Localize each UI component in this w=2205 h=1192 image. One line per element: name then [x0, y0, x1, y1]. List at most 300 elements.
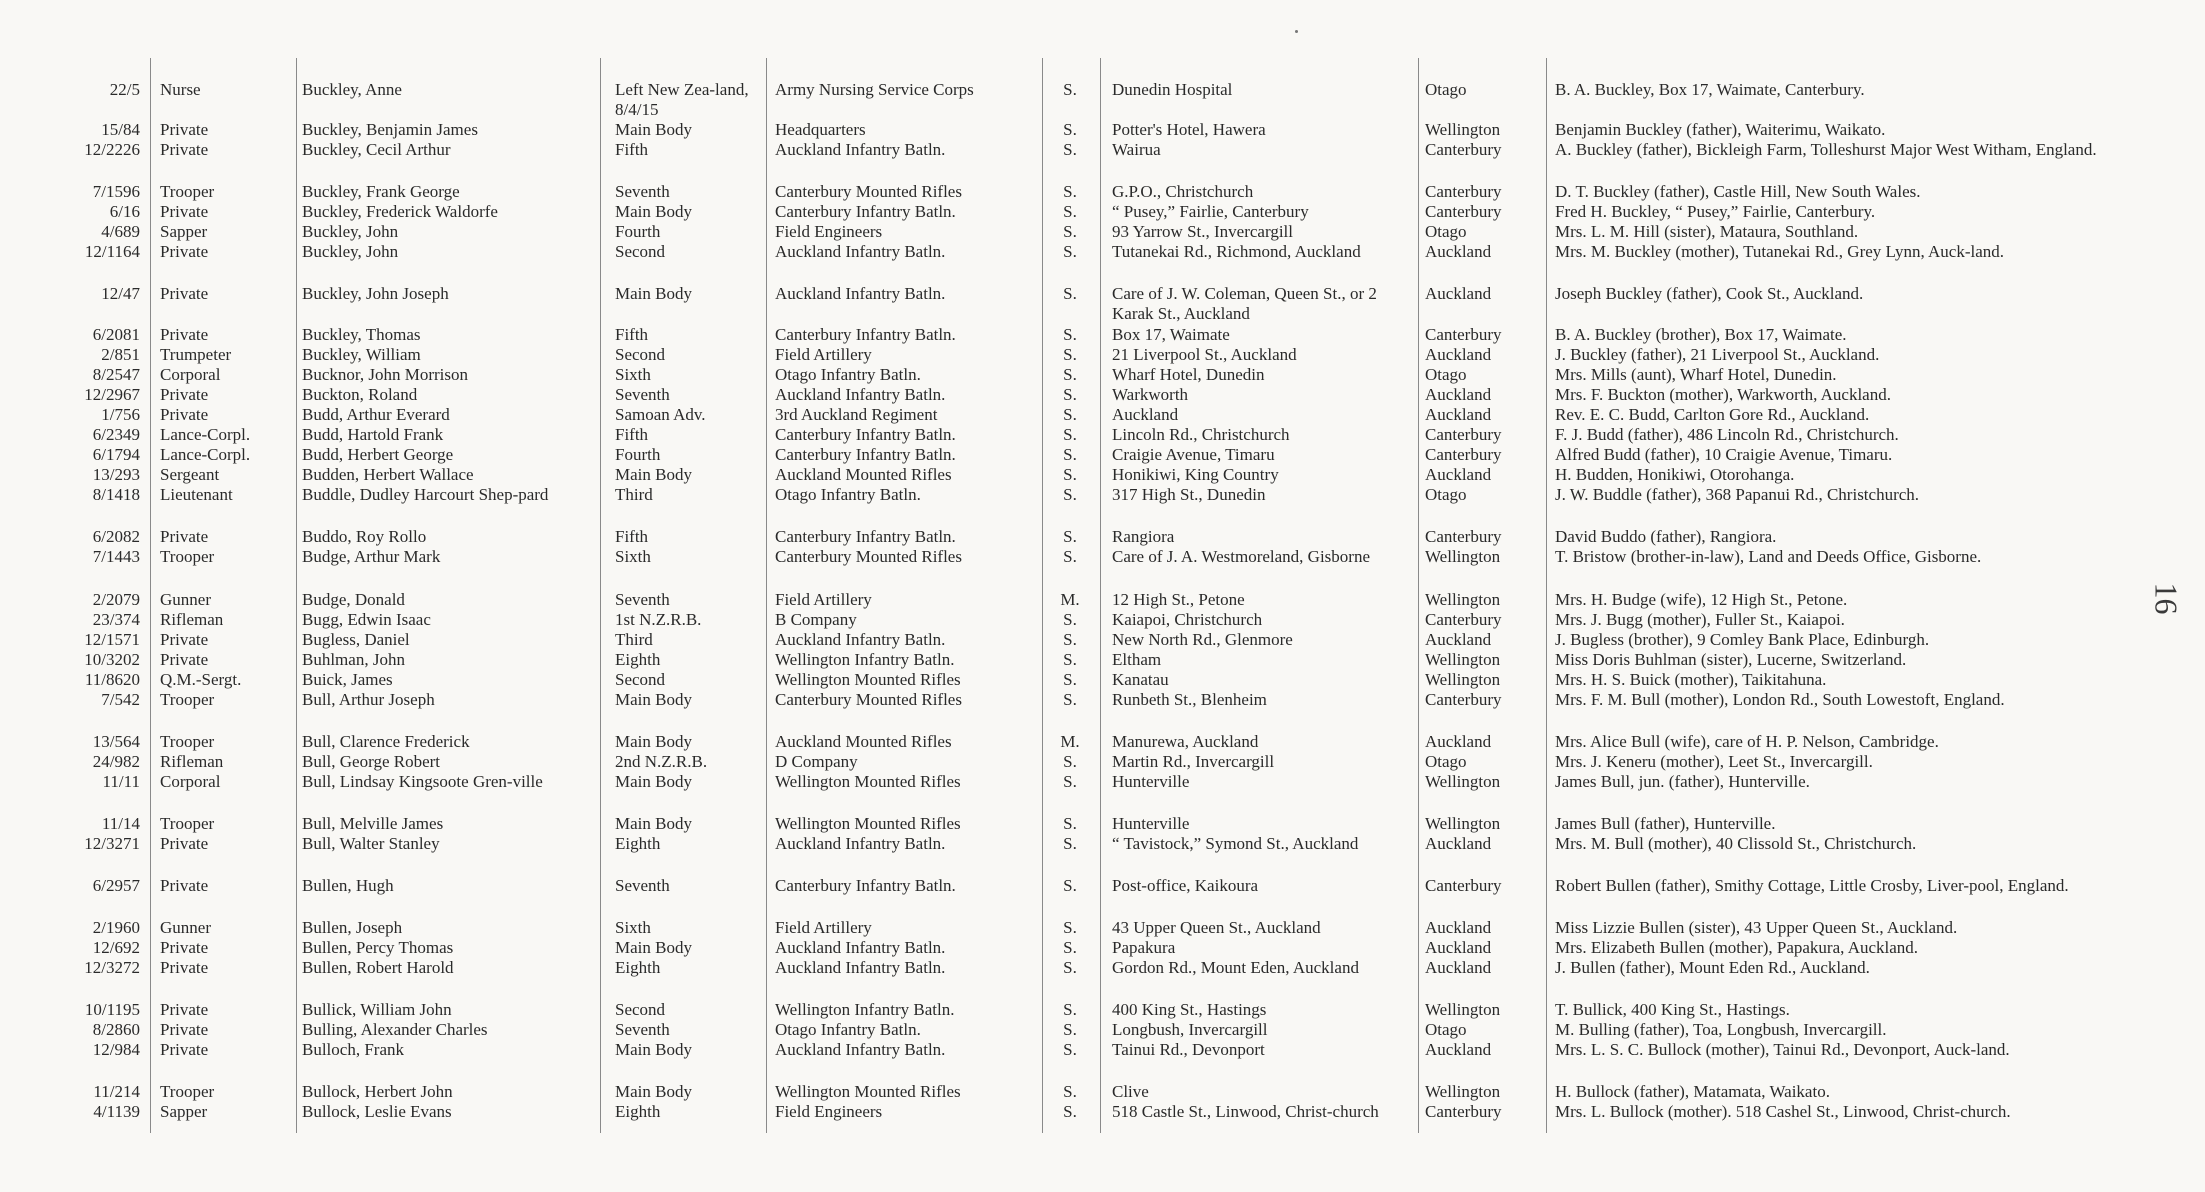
marital-status-cell: S.	[1063, 485, 1077, 504]
last-address-cell: Dunedin Hospital	[1112, 80, 1233, 99]
soldier-name-cell: Buckton, Roland	[302, 385, 418, 404]
soldier-name-cell: Buhlman, John	[302, 650, 405, 669]
service-number-cell: 12/47	[101, 284, 140, 303]
military-district-cell: Wellington	[1425, 1000, 1501, 1019]
military-district-cell: Otago	[1425, 80, 1467, 99]
marital-status-cell: S.	[1063, 814, 1077, 833]
draft-unit-cell: Sixth	[615, 365, 651, 384]
rank-cell: Trooper	[160, 732, 215, 751]
next-of-kin-cell: A. Buckley (father), Bickleigh Farm, Tolleshurst Major West Witham, England.	[1555, 140, 2097, 159]
last-address-cell: Kanatau	[1112, 670, 1169, 689]
draft-unit-cell: Sixth	[615, 918, 651, 937]
next-of-kin-cell: James Bull (father), Hunterville.	[1555, 814, 1776, 833]
corps-cell: Field Artillery	[775, 345, 872, 364]
military-district-cell: Auckland	[1425, 938, 1492, 957]
last-address-cell: 12 High St., Petone	[1112, 590, 1245, 609]
rank-cell: Trooper	[160, 690, 215, 709]
last-address-cell: “ Tavistock,” Symond St., Auckland	[1112, 834, 1359, 853]
rank-cell: Private	[160, 385, 209, 404]
next-of-kin-cell: David Buddo (father), Rangiora.	[1555, 527, 1777, 546]
military-district-cell: Canterbury	[1425, 690, 1502, 709]
column-divider	[150, 58, 151, 1133]
soldier-name-cell: Bugless, Daniel	[302, 630, 410, 649]
draft-unit-cell: Seventh	[615, 590, 670, 609]
military-district-cell: Canterbury	[1425, 182, 1502, 201]
military-district-cell: Canterbury	[1425, 140, 1502, 159]
rank-cell: Private	[160, 325, 209, 344]
draft-unit-cell: Main Body	[615, 1040, 692, 1059]
rank-cell: Private	[160, 405, 209, 424]
military-district-cell: Canterbury	[1425, 527, 1502, 546]
service-number-cell: 6/1794	[92, 445, 140, 464]
rank-cell: Corporal	[160, 365, 221, 384]
last-address-cell: Honikiwi, King Country	[1112, 465, 1279, 484]
military-district-cell: Canterbury	[1425, 876, 1502, 895]
next-of-kin-cell: D. T. Buckley (father), Castle Hill, New South Wales.	[1555, 182, 1921, 201]
next-of-kin-cell: Alfred Budd (father), 10 Craigie Avenue, Timaru.	[1555, 445, 1893, 464]
last-address-cell: Tutanekai Rd., Richmond, Auckland	[1112, 242, 1361, 261]
corps-cell: Field Artillery	[775, 918, 872, 937]
marital-status-cell: S.	[1063, 527, 1077, 546]
rank-cell: Sergeant	[160, 465, 220, 484]
last-address-cell: Gordon Rd., Mount Eden, Auckland	[1112, 958, 1359, 977]
draft-unit-cell: Second	[615, 345, 666, 364]
next-of-kin-cell: T. Bristow (brother-in-law), Land and Deeds Office, Gisborne.	[1555, 547, 1982, 566]
corps-cell: Auckland Mounted Rifles	[775, 732, 952, 751]
military-district-cell: Wellington	[1425, 120, 1501, 139]
corps-cell: Field Engineers	[775, 222, 883, 241]
rank-cell: Trooper	[160, 182, 215, 201]
soldier-name-cell: Bullen, Robert Harold	[302, 958, 454, 977]
military-district-cell: Auckland	[1425, 1040, 1492, 1059]
column-divider	[1546, 58, 1547, 1133]
soldier-name-cell: Bulloch, Frank	[302, 1040, 404, 1059]
next-of-kin-cell: H. Bullock (father), Matamata, Waikato.	[1555, 1082, 1830, 1101]
next-of-kin-cell: James Bull, jun. (father), Hunterville.	[1555, 772, 1810, 791]
rank-cell: Lieutenant	[160, 485, 233, 504]
next-of-kin-cell: Mrs. H. Budge (wife), 12 High St., Petone.	[1555, 590, 1848, 609]
corps-cell: Canterbury Infantry Batln.	[775, 445, 956, 464]
military-district-cell: Canterbury	[1425, 425, 1502, 444]
soldier-name-cell: Buckley, John Joseph	[302, 284, 449, 303]
corps-cell: Field Artillery	[775, 590, 872, 609]
last-address-cell: 518 Castle St., Linwood, Christ-church	[1112, 1102, 1379, 1121]
soldier-name-cell: Budge, Arthur Mark	[302, 547, 441, 566]
draft-unit-cell: Eighth	[615, 1102, 661, 1121]
draft-unit-cell: Eighth	[615, 650, 661, 669]
soldier-name-cell: Buckley, Cecil Arthur	[302, 140, 451, 159]
next-of-kin-cell: Mrs. J. Bugg (mother), Fuller St., Kaiapoi.	[1555, 610, 1845, 629]
last-address-cell: G.P.O., Christchurch	[1112, 182, 1254, 201]
marital-status-cell: S.	[1063, 547, 1077, 566]
draft-unit-cell: Main Body	[615, 690, 692, 709]
military-district-cell: Auckland	[1425, 918, 1492, 937]
service-number-cell: 6/2349	[92, 425, 140, 444]
draft-unit-cell: Main Body	[615, 120, 692, 139]
draft-unit-cell: Main Body	[615, 1082, 692, 1101]
corps-cell: Auckland Mounted Rifles	[775, 465, 952, 484]
draft-unit-cell: Main Body	[615, 202, 692, 221]
last-address-cell: Eltham	[1112, 650, 1162, 669]
corps-cell: Canterbury Infantry Batln.	[775, 876, 956, 895]
corps-cell: Auckland Infantry Batln.	[775, 834, 946, 853]
military-district-cell: Wellington	[1425, 590, 1501, 609]
rank-cell: Trooper	[160, 547, 215, 566]
military-district-cell: Auckland	[1425, 405, 1492, 424]
last-address-cell: Warkworth	[1112, 385, 1189, 404]
service-number-cell: 22/5	[109, 80, 140, 99]
draft-unit-cell: Sixth	[615, 547, 651, 566]
rank-cell: Rifleman	[160, 610, 224, 629]
soldier-name-cell: Bugg, Edwin Isaac	[302, 610, 431, 629]
military-district-cell: Canterbury	[1425, 445, 1502, 464]
rank-cell: Nurse	[160, 80, 201, 99]
marital-status-cell: S.	[1063, 365, 1077, 384]
next-of-kin-cell: Mrs. J. Keneru (mother), Leet St., Invercargill.	[1555, 752, 1873, 771]
marital-status-cell: S.	[1063, 958, 1077, 977]
soldier-name-cell: Bullock, Leslie Evans	[302, 1102, 452, 1121]
soldier-name-cell: Budd, Arthur Everard	[302, 405, 450, 424]
draft-unit-cell: Second	[615, 670, 666, 689]
last-address-cell: Lincoln Rd., Christchurch	[1112, 425, 1290, 444]
column-divider	[1042, 58, 1043, 1133]
rank-cell: Private	[160, 938, 209, 957]
draft-unit-cell: Second	[615, 242, 666, 261]
service-number-cell: 8/1418	[92, 485, 140, 504]
service-number-cell: 7/542	[101, 690, 140, 709]
rank-cell: Private	[160, 284, 209, 303]
rank-cell: Private	[160, 120, 209, 139]
service-number-cell: 11/11	[102, 772, 140, 791]
marital-status-cell: S.	[1063, 345, 1077, 364]
marital-status-cell: S.	[1063, 630, 1077, 649]
rank-cell: Private	[160, 958, 209, 977]
last-address-cell: 317 High St., Dunedin	[1112, 485, 1266, 504]
column-divider	[296, 58, 297, 1133]
military-district-cell: Auckland	[1425, 732, 1492, 751]
corps-cell: Auckland Infantry Batln.	[775, 284, 946, 303]
service-number-cell: 24/982	[92, 752, 140, 771]
service-number-cell: 1/756	[101, 405, 140, 424]
military-district-cell: Wellington	[1425, 547, 1501, 566]
marital-status-cell: S.	[1063, 610, 1077, 629]
marital-status-cell: S.	[1063, 1102, 1077, 1121]
marital-status-cell: S.	[1063, 284, 1077, 303]
corps-cell: Wellington Infantry Batln.	[775, 650, 955, 669]
military-district-cell: Auckland	[1425, 630, 1492, 649]
ink-speck	[1295, 30, 1298, 33]
rank-cell: Private	[160, 1020, 209, 1039]
corps-cell: Auckland Infantry Batln.	[775, 140, 946, 159]
next-of-kin-cell: Rev. E. C. Budd, Carlton Gore Rd., Auckland.	[1555, 405, 1870, 424]
rank-cell: Q.M.-Sergt.	[160, 670, 242, 689]
corps-cell: Wellington Mounted Rifles	[775, 814, 961, 833]
rank-cell: Rifleman	[160, 752, 224, 771]
service-number-cell: 13/293	[92, 465, 140, 484]
draft-unit-cell: Fifth	[615, 325, 649, 344]
next-of-kin-cell: Mrs. F. Buckton (mother), Warkworth, Auckland.	[1555, 385, 1891, 404]
military-district-cell: Otago	[1425, 222, 1467, 241]
corps-cell: Wellington Infantry Batln.	[775, 1000, 955, 1019]
corps-cell: Wellington Mounted Rifles	[775, 1082, 961, 1101]
last-address-cell: Clive	[1112, 1082, 1149, 1101]
rank-cell: Private	[160, 140, 209, 159]
corps-cell: Wellington Mounted Rifles	[775, 670, 961, 689]
last-address-cell: Auckland	[1112, 405, 1179, 424]
service-number-cell: 11/8620	[84, 670, 140, 689]
marital-status-cell: S.	[1063, 690, 1077, 709]
next-of-kin-cell: Mrs. L. M. Hill (sister), Mataura, Southland.	[1555, 222, 1859, 241]
rank-cell: Private	[160, 876, 209, 895]
soldier-name-cell: Bull, Walter Stanley	[302, 834, 440, 853]
corps-cell: Auckland Infantry Batln.	[775, 385, 946, 404]
marital-status-cell: S.	[1063, 1082, 1077, 1101]
draft-unit-cell: Seventh	[615, 876, 670, 895]
next-of-kin-cell: Miss Lizzie Bullen (sister), 43 Upper Queen St., Auckland.	[1555, 918, 1958, 937]
next-of-kin-cell: T. Bullick, 400 King St., Hastings.	[1555, 1000, 1790, 1019]
service-number-cell: 11/214	[93, 1082, 140, 1101]
service-number-cell: 10/1195	[84, 1000, 140, 1019]
corps-cell: Canterbury Infantry Batln.	[775, 527, 956, 546]
next-of-kin-cell: Fred H. Buckley, “ Pusey,” Fairlie, Canterbury.	[1555, 202, 1876, 221]
service-number-cell: 4/689	[101, 222, 140, 241]
soldier-name-cell: Bull, Melville James	[302, 814, 444, 833]
soldier-name-cell: Buckley, Benjamin James	[302, 120, 478, 139]
column-divider	[600, 58, 601, 1133]
marital-status-cell: S.	[1063, 752, 1077, 771]
next-of-kin-cell: Robert Bullen (father), Smithy Cottage, Little Crosby, Liver-pool, England.	[1555, 876, 2069, 895]
military-district-cell: Canterbury	[1425, 202, 1502, 221]
marital-status-cell: S.	[1063, 325, 1077, 344]
corps-cell: Auckland Infantry Batln.	[775, 630, 946, 649]
last-address-cell: “ Pusey,” Fairlie, Canterbury	[1112, 202, 1309, 221]
service-number-cell: 13/564	[92, 732, 140, 751]
last-address-cell: Papakura	[1112, 938, 1176, 957]
last-address-cell: Martin Rd., Invercargill	[1112, 752, 1275, 771]
last-address-cell: Hunterville	[1112, 772, 1190, 791]
rank-cell: Private	[160, 650, 209, 669]
soldier-name-cell: Budge, Donald	[302, 590, 405, 609]
draft-unit-cell: Third	[615, 485, 653, 504]
service-number-cell: 12/2226	[84, 140, 140, 159]
soldier-name-cell: Bullen, Hugh	[302, 876, 394, 895]
corps-cell: Auckland Infantry Batln.	[775, 242, 946, 261]
next-of-kin-cell: B. A. Buckley (brother), Box 17, Waimate.	[1555, 325, 1847, 344]
next-of-kin-cell: Mrs. M. Bull (mother), 40 Clissold St., Christchurch.	[1555, 834, 1917, 853]
soldier-name-cell: Bullick, William John	[302, 1000, 452, 1019]
marital-status-cell: S.	[1063, 918, 1077, 937]
soldier-name-cell: Buddo, Roy Rollo	[302, 527, 427, 546]
service-number-cell: 6/2957	[92, 876, 140, 895]
marital-status-cell: S.	[1063, 834, 1077, 853]
next-of-kin-cell: Mrs. F. M. Bull (mother), London Rd., South Lowestoft, England.	[1555, 690, 2005, 709]
service-number-cell: 12/2967	[84, 385, 140, 404]
soldier-name-cell: Buddle, Dudley Harcourt Shep-pard	[302, 485, 549, 504]
corps-cell: B Company	[775, 610, 857, 629]
service-number-cell: 4/1139	[93, 1102, 140, 1121]
service-number-cell: 12/692	[92, 938, 140, 957]
draft-unit-cell: Fourth	[615, 445, 661, 464]
service-number-cell: 2/851	[101, 345, 140, 364]
soldier-name-cell: Bullen, Percy Thomas	[302, 938, 454, 957]
corps-cell: Otago Infantry Batln.	[775, 365, 921, 384]
service-number-cell: 23/374	[92, 610, 140, 629]
last-address-cell: Hunterville	[1112, 814, 1190, 833]
draft-unit-cell: 2nd N.Z.R.B.	[615, 752, 708, 771]
military-district-cell: Auckland	[1425, 345, 1492, 364]
draft-unit-cell: Eighth	[615, 958, 661, 977]
soldier-name-cell: Bucknor, John Morrison	[302, 365, 469, 384]
last-address-cell: Craigie Avenue, Timaru	[1112, 445, 1275, 464]
last-address-cell: New North Rd., Glenmore	[1112, 630, 1293, 649]
corps-cell: Auckland Infantry Batln.	[775, 938, 946, 957]
marital-status-cell: S.	[1063, 385, 1077, 404]
rank-cell: Gunner	[160, 918, 211, 937]
soldier-name-cell: Bull, George Robert	[302, 752, 441, 771]
corps-cell: Canterbury Infantry Batln.	[775, 325, 956, 344]
next-of-kin-cell: Miss Doris Buhlman (sister), Lucerne, Switzerland.	[1555, 650, 1907, 669]
rank-cell: Trooper	[160, 814, 215, 833]
corps-cell: Canterbury Mounted Rifles	[775, 182, 962, 201]
marital-status-cell: S.	[1063, 222, 1077, 241]
next-of-kin-cell: F. J. Budd (father), 486 Lincoln Rd., Christchurch.	[1555, 425, 1899, 444]
last-address-cell: Wharf Hotel, Dunedin	[1112, 365, 1265, 384]
draft-unit-cell: Fifth	[615, 425, 649, 444]
column-divider	[766, 58, 767, 1133]
service-number-cell: 12/984	[92, 1040, 140, 1059]
last-address-cell: Longbush, Invercargill	[1112, 1020, 1268, 1039]
draft-unit-cell: Samoan Adv.	[615, 405, 706, 424]
draft-unit-cell: Main Body	[615, 772, 692, 791]
next-of-kin-cell: Benjamin Buckley (father), Waiterimu, Waikato.	[1555, 120, 1886, 139]
military-district-cell: Wellington	[1425, 814, 1501, 833]
last-address-cell: Kaiapoi, Christchurch	[1112, 610, 1263, 629]
rank-cell: Trooper	[160, 1082, 215, 1101]
service-number-cell: 8/2547	[92, 365, 140, 384]
rank-cell: Private	[160, 527, 209, 546]
next-of-kin-cell: M. Bulling (father), Toa, Longbush, Invercargill.	[1555, 1020, 1887, 1039]
rank-cell: Private	[160, 1040, 209, 1059]
soldier-name-cell: Buckley, John	[302, 222, 399, 241]
rank-cell: Sapper	[160, 222, 208, 241]
marital-status-cell: S.	[1063, 670, 1077, 689]
last-address-cell: Wairua	[1112, 140, 1161, 159]
service-number-cell: 6/2082	[92, 527, 140, 546]
military-district-cell: Wellington	[1425, 670, 1501, 689]
corps-cell: Canterbury Infantry Batln.	[775, 202, 956, 221]
rank-cell: Gunner	[160, 590, 211, 609]
draft-unit-cell: Seventh	[615, 1020, 670, 1039]
next-of-kin-cell: J. W. Buddle (father), 368 Papanui Rd., Christchurch.	[1555, 485, 1920, 504]
next-of-kin-cell: Mrs. Elizabeth Bullen (mother), Papakura, Auckland.	[1555, 938, 1919, 957]
military-district-cell: Canterbury	[1425, 610, 1502, 629]
corps-cell: Canterbury Mounted Rifles	[775, 690, 962, 709]
last-address-cell: Post-office, Kaikoura	[1112, 876, 1259, 895]
military-district-cell: Canterbury	[1425, 325, 1502, 344]
marital-status-cell: S.	[1063, 182, 1077, 201]
military-district-cell: Canterbury	[1425, 1102, 1502, 1121]
military-district-cell: Otago	[1425, 752, 1467, 771]
marital-status-cell: S.	[1063, 405, 1077, 424]
corps-cell: Canterbury Infantry Batln.	[775, 425, 956, 444]
service-number-cell: 7/1596	[92, 182, 140, 201]
soldier-name-cell: Buckley, Anne	[302, 80, 402, 99]
military-district-cell: Auckland	[1425, 242, 1492, 261]
service-number-cell: 2/2079	[92, 590, 140, 609]
marital-status-cell: S.	[1063, 1000, 1077, 1019]
soldier-name-cell: Buckley, John	[302, 242, 399, 261]
last-address-cell: 43 Upper Queen St., Auckland	[1112, 918, 1321, 937]
marital-status-cell: S.	[1063, 140, 1077, 159]
marital-status-cell: S.	[1063, 772, 1077, 791]
marital-status-cell: S.	[1063, 650, 1077, 669]
marital-status-cell: S.	[1063, 80, 1077, 99]
marital-status-cell: M.	[1060, 590, 1080, 609]
next-of-kin-cell: Joseph Buckley (father), Cook St., Auckland.	[1555, 284, 1864, 303]
draft-unit-cell: Fourth	[615, 222, 661, 241]
next-of-kin-cell: H. Budden, Honikiwi, Otorohanga.	[1555, 465, 1795, 484]
rank-cell: Private	[160, 1000, 209, 1019]
rank-cell: Lance-Corpl.	[160, 425, 251, 444]
last-address-cell: Potter's Hotel, Hawera	[1112, 120, 1266, 139]
rank-cell: Private	[160, 202, 209, 221]
soldier-name-cell: Buckley, Frederick Waldorfe	[302, 202, 498, 221]
draft-unit-cell: Seventh	[615, 385, 670, 404]
draft-unit-cell: Fifth	[615, 527, 649, 546]
marital-status-cell: S.	[1063, 876, 1077, 895]
next-of-kin-cell: Mrs. Mills (aunt), Wharf Hotel, Dunedin.	[1555, 365, 1837, 384]
corps-cell: Field Engineers	[775, 1102, 883, 1121]
last-address-cell: Tainui Rd., Devonport	[1112, 1040, 1265, 1059]
rank-cell: Trumpeter	[160, 345, 232, 364]
marital-status-cell: S.	[1063, 425, 1077, 444]
next-of-kin-cell: Mrs. H. S. Buick (mother), Taikitahuna.	[1555, 670, 1827, 689]
service-number-cell: 15/84	[101, 120, 140, 139]
military-district-cell: Otago	[1425, 485, 1467, 504]
marital-status-cell: S.	[1063, 120, 1077, 139]
soldier-name-cell: Bullock, Herbert John	[302, 1082, 453, 1101]
next-of-kin-cell: J. Bullen (father), Mount Eden Rd., Auckland.	[1555, 958, 1870, 977]
soldier-name-cell: Bull, Arthur Joseph	[302, 690, 435, 709]
next-of-kin-cell: B. A. Buckley, Box 17, Waimate, Canterbury.	[1555, 80, 1865, 99]
service-number-cell: 2/1960	[92, 918, 140, 937]
last-address-cell: 400 King St., Hastings	[1112, 1000, 1267, 1019]
next-of-kin-cell: Mrs. Alice Bull (wife), care of H. P. Nelson, Cambridge.	[1555, 732, 1939, 751]
draft-unit-cell: Second	[615, 1000, 666, 1019]
last-address-cell: Care of J. W. Coleman, Queen St., or 2 Karak St., Auckland	[1112, 284, 1377, 323]
draft-unit-cell: Fifth	[615, 140, 649, 159]
page-number: 16	[2148, 582, 2185, 615]
soldier-name-cell: Budd, Herbert George	[302, 445, 454, 464]
marital-status-cell: S.	[1063, 465, 1077, 484]
service-number-cell: 12/1164	[84, 242, 140, 261]
military-district-cell: Otago	[1425, 1020, 1467, 1039]
service-number-cell: 7/1443	[92, 547, 140, 566]
military-district-cell: Auckland	[1425, 834, 1492, 853]
service-number-cell: 10/3202	[84, 650, 140, 669]
military-district-cell: Wellington	[1425, 1082, 1501, 1101]
rank-cell: Sapper	[160, 1102, 208, 1121]
rank-cell: Private	[160, 834, 209, 853]
soldier-name-cell: Bull, Clarence Frederick	[302, 732, 470, 751]
draft-unit-cell: Main Body	[615, 938, 692, 957]
military-district-cell: Wellington	[1425, 650, 1501, 669]
military-district-cell: Auckland	[1425, 958, 1492, 977]
last-address-cell: Care of J. A. Westmoreland, Gisborne	[1112, 547, 1370, 566]
last-address-cell: Manurewa, Auckland	[1112, 732, 1259, 751]
draft-unit-cell: Eighth	[615, 834, 661, 853]
service-number-cell: 6/16	[109, 202, 140, 221]
